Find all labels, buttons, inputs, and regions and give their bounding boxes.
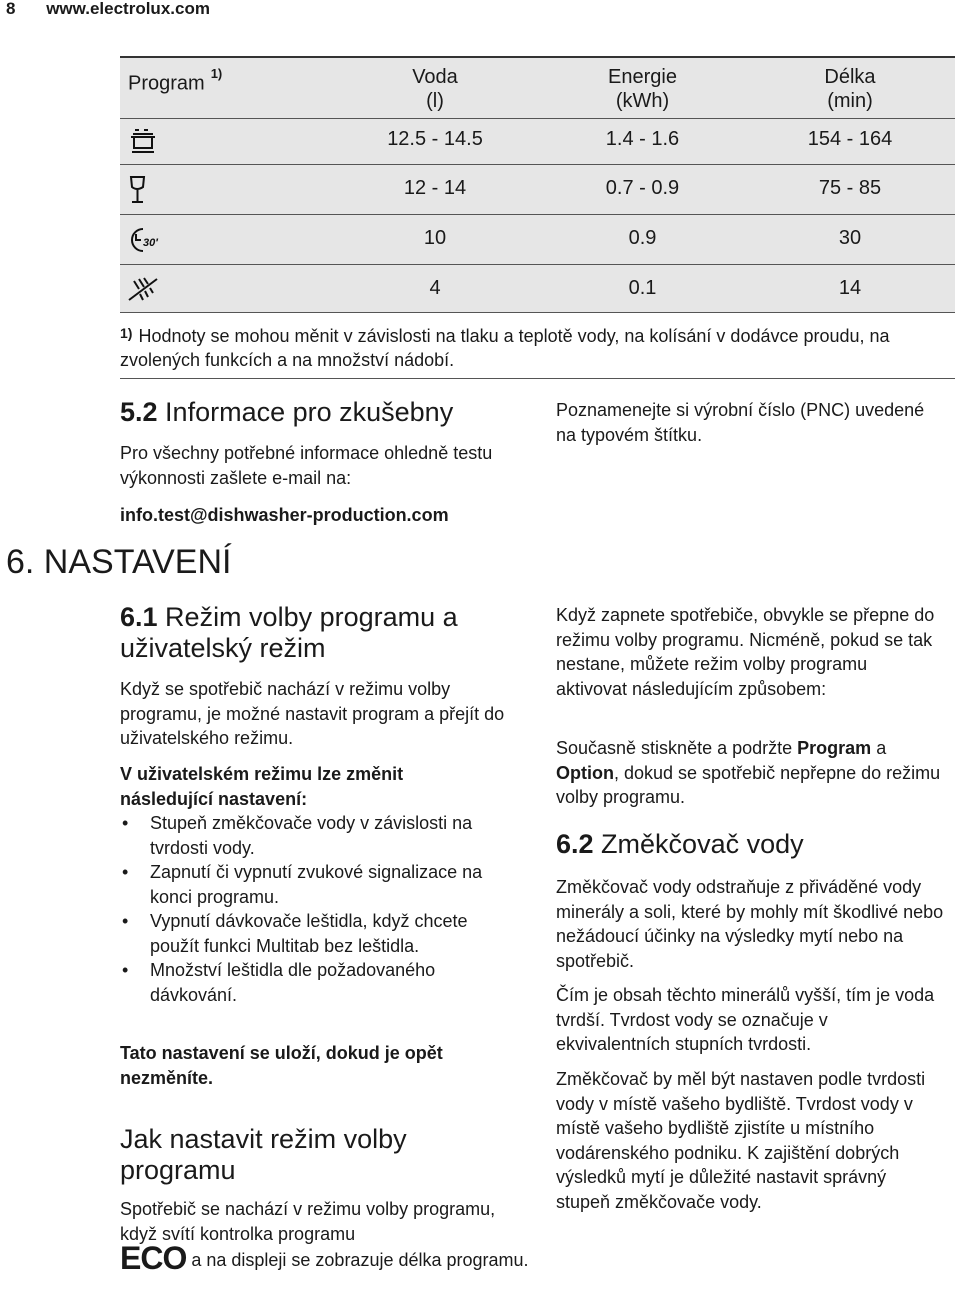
howto-body: Spotřebič se nachází v režimu volby programu, když svítí kontrolka programu ECO a na displeji se zobrazuje délka programu. <box>120 1199 529 1276</box>
water-value: 12 - 14 <box>403 177 467 199</box>
rinse-hold-icon <box>126 274 162 306</box>
website-link[interactable]: www.electrolux.com <box>46 0 210 18</box>
water-value: 4 <box>429 277 441 299</box>
section-5-2-body: Pro všechny potřebné informace ohledně testu výkonnosti zašlete e-mail na: <box>120 443 493 488</box>
table-rule <box>120 118 955 119</box>
right-para-4: Čím je obsah těchto minerálů vyšší, tím je voda tvrdší. Tvrdost vody se označuje v ekvivalentních stupních tvrdosti. <box>556 985 935 1054</box>
list-item: • Stupeň změkčovače vody v závislosti na tvrdosti vody. <box>120 811 520 860</box>
page-number: 8 <box>6 0 16 18</box>
right-para-2: Současně stiskněte a podržte Program a Option, dokud se spotřebič nepřepne do režimu volby programu. <box>556 738 941 807</box>
energy-value: 0.9 <box>628 227 657 249</box>
table-top-rule <box>120 56 955 58</box>
wine-glass-icon <box>126 174 162 206</box>
col-header-water: Voda (l) <box>412 66 458 112</box>
list-item: • Zapnutí či vypnutí zvukové signalizace na konci programu. <box>120 860 520 909</box>
water-value: 10 <box>423 227 447 249</box>
eco-indicator: ECO <box>120 1240 187 1276</box>
section-6-1-heading: 6.1 Režim volby programu a uživatelský režim <box>120 602 458 663</box>
length-value: 154 - 164 <box>807 128 893 150</box>
col-header-length: Délka (min) <box>824 66 876 112</box>
table-rule <box>120 164 955 165</box>
settings-saved-note: Tato nastavení se uloží, dokud je opět nezměníte. <box>120 1043 443 1088</box>
howto-heading: Jak nastavit režim volby programu <box>120 1124 407 1185</box>
length-value: 75 - 85 <box>818 177 882 199</box>
length-value: 14 <box>838 277 862 299</box>
quick-30-icon <box>126 224 162 256</box>
pots-pans-icon <box>126 126 162 158</box>
chapter-heading: 6. NASTAVENÍ <box>6 543 232 581</box>
settings-list <box>120 811 520 1007</box>
pnc-note: Poznamenejte si výrobní číslo (PNC) uvedené na typovém štítku. <box>556 400 925 445</box>
length-value: 30 <box>838 227 862 249</box>
energy-value: 1.4 - 1.6 <box>605 128 680 150</box>
col-header-energy: Energie (kWh) <box>608 66 677 112</box>
list-item: • Vypnutí dávkovače leštidla, když chcete použít funkci Multitab bez leštidla. <box>120 909 520 958</box>
table-rule <box>120 312 955 313</box>
energy-value: 0.7 - 0.9 <box>605 177 680 199</box>
test-email-link[interactable]: info.test@dishwasher-production.com <box>120 505 449 525</box>
right-para-5: Změkčovač by měl být nastaven podle tvrdosti vody v místě vašeho bydliště. Tvrdost vody v místě vašeho bydliště zjistíte u místního vodárenského podniku. K zajištění dobrých výsledků mytí je důležité nastavit správný stupeň změkčovače vody. <box>556 1069 926 1212</box>
right-para-3: Změkčovač vody odstraňuje z přiváděné vody minerály a soli, které by mohly mít škodlivé nebo nežádoucí účinky na výsledky mytí nebo na spotřebič. <box>556 877 944 971</box>
section-5-2-heading: 5.2 Informace pro zkušebny <box>120 397 454 427</box>
right-para-1: Když zapnete spotřebiče, obvykle se přepne do režimu volby programu. Nicméně, pokud se tak nestane, můžete režim volby programu aktivovat následujícím způsobem: <box>556 605 935 699</box>
footnote-rule <box>120 378 955 379</box>
table-rule <box>120 214 955 215</box>
user-mode-intro: V uživatelském režimu lze změnit následující nastavení: <box>120 764 404 809</box>
table-footnote: $^{1)}$ Hodnoty se mohou měnit v závislosti na tlaku a teplotě vody, na kolísání v dodávce proudu, na zvolených funkcích a na množství nádobí. <box>120 325 890 370</box>
section-6-1-body: Když se spotřebič nachází v režimu volby programu, je možné nastavit program a přejít do uživatelského režimu. <box>120 679 505 748</box>
energy-value: 0.1 <box>628 277 657 299</box>
table-rule <box>120 264 955 265</box>
water-value: 12.5 - 14.5 <box>387 128 483 150</box>
list-item: • Množství leštidla dle požadovaného dávkování. <box>120 958 520 1007</box>
svg-text:30′: 30′ <box>143 237 158 249</box>
section-6-2-heading: 6.2 Změkčovač vody <box>556 829 804 859</box>
page-header <box>6 0 210 19</box>
col-header-program: Program $^{1)}$ <box>128 66 223 95</box>
